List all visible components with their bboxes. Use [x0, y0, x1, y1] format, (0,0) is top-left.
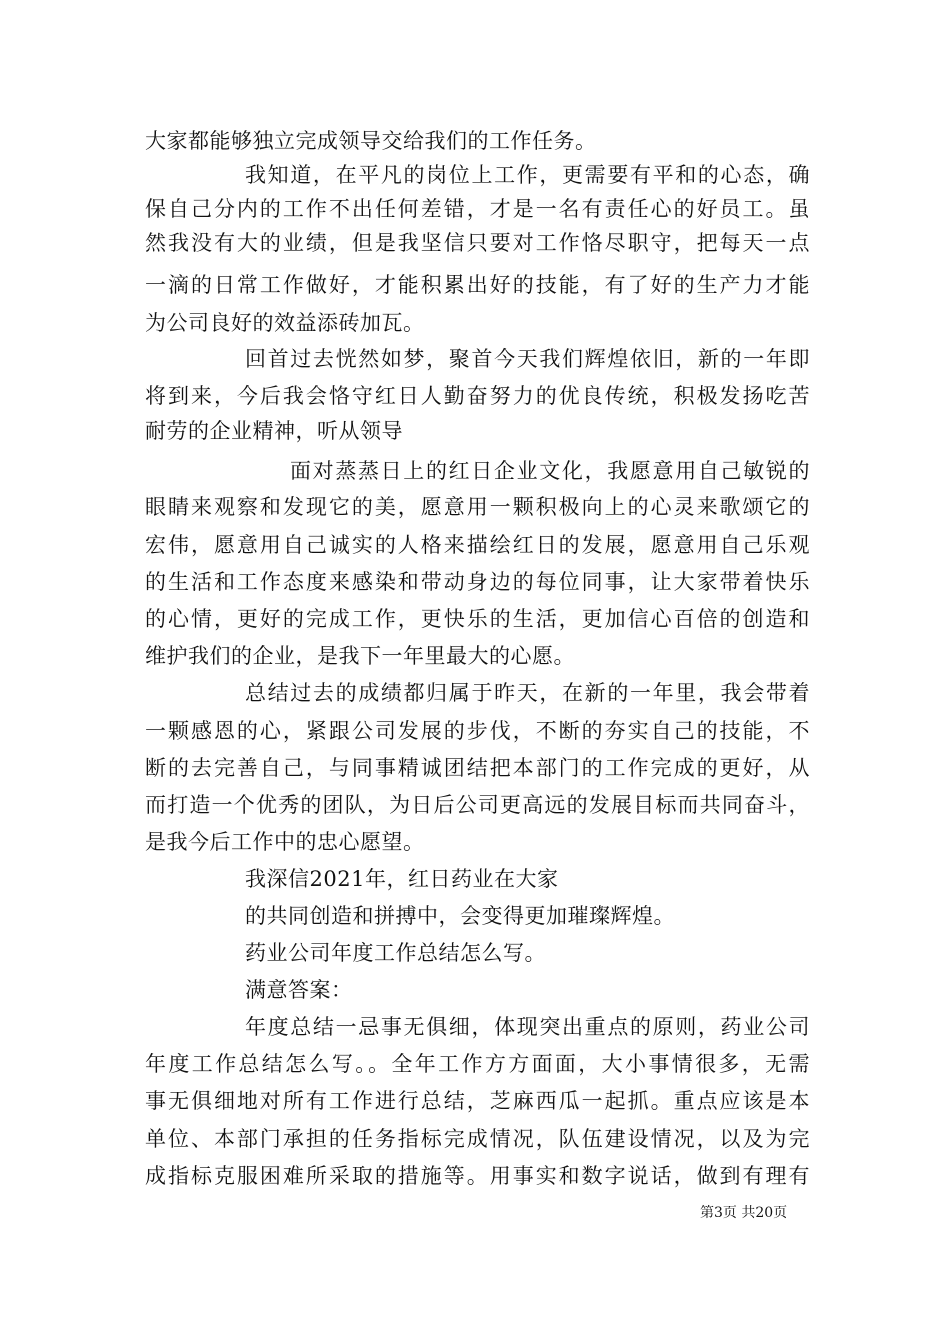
text-line: 一滴的日常工作做好，才能积累出好的技能，有了好的生产力才能	[145, 273, 810, 297]
text-line: 而打造一个优秀的团队，为日后公司更高远的发展目标而共同奋斗，	[145, 793, 810, 817]
text-line: 维护我们的企业，是我下一年里最大的心愿。	[145, 644, 575, 668]
text-line: 是我今后工作中的忠心愿望。	[145, 830, 425, 854]
text-line: 断的去完善自己，与同事精诚团结把本部门的工作完成的更好，从	[145, 756, 810, 780]
text-line: 我知道，在平凡的岗位上工作，更需要有平和的心态，确	[245, 163, 810, 187]
text-line: 年度总结一忌事无俱细，体现突出重点的原则，药业公司	[245, 1015, 810, 1039]
text-line: 的共同创造和拼搏中，会变得更加璀璨辉煌。	[245, 904, 675, 928]
text-line: 回首过去恍然如梦，聚首今天我们辉煌依旧，新的一年即	[245, 347, 810, 371]
text-line: 的生活和工作态度来感染和带动身边的每位同事，让大家带着快乐	[145, 570, 810, 594]
text-line: 单位、本部门承担的任务指标完成情况，队伍建设情况，以及为完	[145, 1127, 810, 1151]
text-line: 眼睛来观察和发现它的美，愿意用一颗积极向上的心灵来歌颂它的	[145, 495, 810, 519]
text-line: 满意答案：	[245, 978, 353, 1002]
text-line: 宏伟，愿意用自己诚实的人格来描绘红日的发展，愿意用自己乐观	[145, 533, 810, 557]
text-line: 一颗感恩的心，紧跟公司发展的步伐，不断的夯实自己的技能，不	[145, 719, 810, 743]
text-line: 的心情，更好的完成工作，更快乐的生活，更加信心百倍的创造和	[145, 607, 810, 631]
text-line: 药业公司年度工作总结怎么写。	[245, 941, 546, 965]
text-line: 然我没有大的业绩，但是我坚信只要对工作恪尽职守，把每天一点	[145, 231, 810, 255]
text-line: 我深信2021年，红日药业在大家	[245, 867, 559, 891]
text-line: 耐劳的企业精神，听从领导	[145, 419, 403, 443]
text-line: 事无俱细地对所有工作进行总结，芝麻西瓜一起抓。重点应该是本	[145, 1089, 810, 1113]
text-line: 总结过去的成绩都归属于昨天，在新的一年里，我会带着	[245, 681, 810, 705]
text-line: 为公司良好的效益添砖加瓦。	[145, 311, 425, 335]
page-number: 第3页 共20页	[700, 1205, 788, 1221]
text-line: 大家都能够独立完成领导交给我们的工作任务。	[145, 129, 597, 153]
text-line: 成指标克服困难所采取的措施等。用事实和数字说话，做到有理有	[145, 1164, 810, 1188]
text-line: 保自己分内的工作不出任何差错，才是一名有责任心的好员工。虽	[145, 197, 810, 221]
text-line: 将到来，今后我会恪守红日人勤奋努力的优良传统，积极发扬吃苦	[145, 384, 810, 408]
text-line: 年度工作总结怎么写。。全年工作方方面面，大小事情很多，无需	[145, 1052, 810, 1076]
text-line: 面对蒸蒸日上的红日企业文化，我愿意用自己敏锐的	[290, 459, 810, 483]
